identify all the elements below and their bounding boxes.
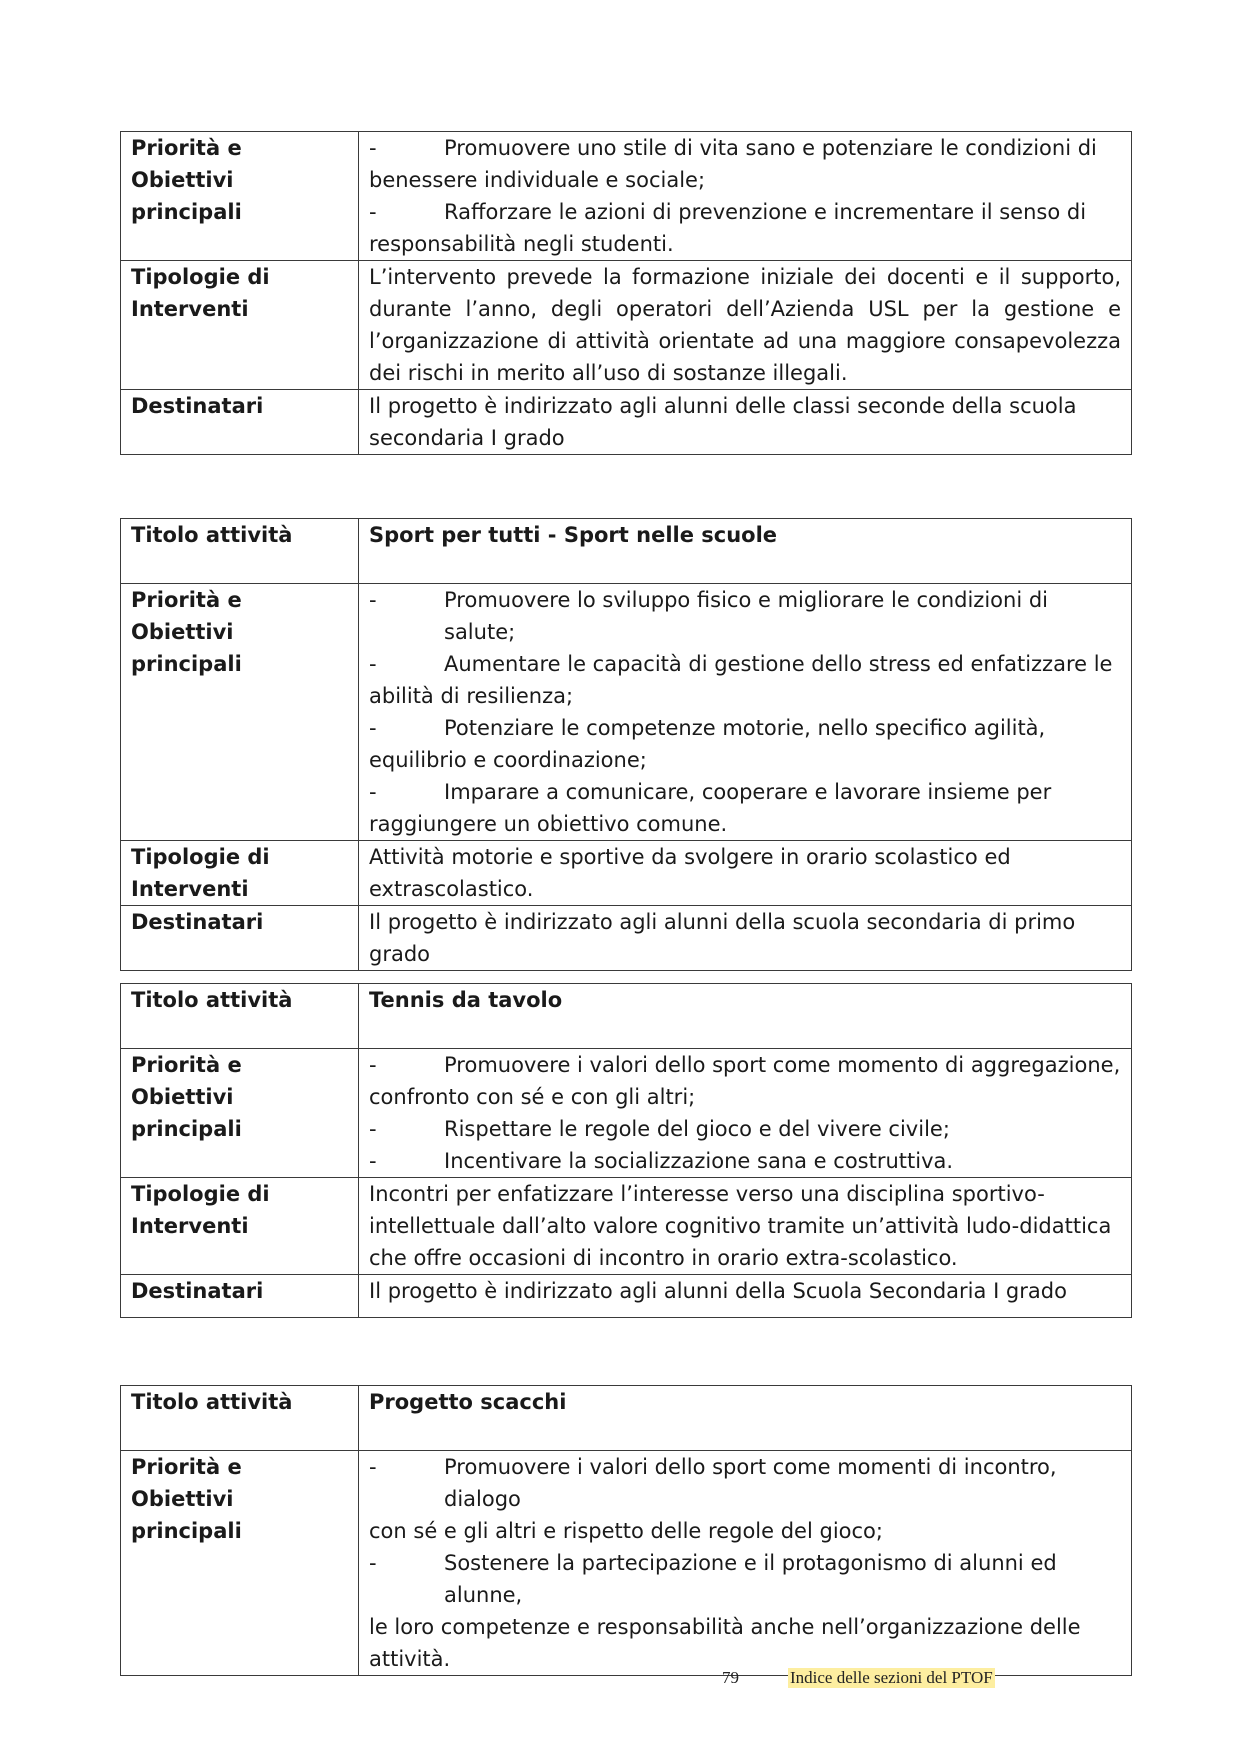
activity-title: Tennis da tavolo xyxy=(359,984,1132,1049)
list-item: - Rispettare le regole del gioco e del vivere civile; xyxy=(369,1117,950,1141)
label-destinatari: Destinatari xyxy=(121,1275,359,1318)
activity-table-2 xyxy=(120,518,1132,971)
list-item: - Sostenere la partecipazione e il protagonismo di alunni ed alunne, xyxy=(369,1551,1057,1607)
label-destinatari: Destinatari xyxy=(121,906,359,971)
label-tipologie: Tipologie di Interventi xyxy=(121,841,359,906)
value-destinatari: Il progetto è indirizzato agli alunni della Scuola Secondaria I grado xyxy=(359,1275,1132,1318)
row-titolo xyxy=(121,1386,1132,1451)
value-priorita xyxy=(359,1049,1132,1178)
label-priorita: Priorità e Obiettivi principali xyxy=(121,132,359,261)
value-tipologie: Incontri per enfatizzare l’interesse verso una disciplina sportivo-intellettuale dall’alto valore cognitivo tramite un’attività ludo-didattica che offre occasioni di incontro in orario extra-scolastico. xyxy=(359,1178,1132,1275)
list-item-continuation: raggiungere un obiettivo comune. xyxy=(369,812,728,836)
row-priorita xyxy=(121,584,1132,841)
list-item-continuation: con sé e gli altri e rispetto delle regole del gioco; xyxy=(369,1519,883,1543)
index-link[interactable]: Indice delle sezioni del PTOF xyxy=(790,1668,993,1687)
list-item: - Promuovere lo sviluppo fisico e migliorare le condizioni di salute; xyxy=(369,588,1048,644)
list-item: - Imparare a comunicare, cooperare e lavorare insieme per xyxy=(369,780,1052,804)
row-priorita xyxy=(121,1049,1132,1178)
activity-table-4 xyxy=(120,1385,1132,1676)
list-item-continuation: equilibrio e coordinazione; xyxy=(369,748,647,772)
list-item-continuation: abilità di resilienza; xyxy=(369,684,574,708)
label-tipologie: Tipologie di Interventi xyxy=(121,1178,359,1275)
row-destinatari xyxy=(121,906,1132,971)
value-tipologie: Attività motorie e sportive da svolgere in orario scolastico ed extrascolastico. xyxy=(359,841,1132,906)
list-item: - Promuovere i valori dello sport come momento di aggregazione, xyxy=(369,1053,1121,1077)
activity-title: Sport per tutti - Sport nelle scuole xyxy=(359,519,1132,584)
list-item: - Potenziare le competenze motorie, nello specifico agilità, xyxy=(369,716,1046,740)
label-titolo: Titolo attività xyxy=(121,519,359,584)
list-item: - Incentivare la socializzazione sana e costruttiva. xyxy=(369,1149,954,1173)
list-item: - Rafforzare le azioni di prevenzione e incrementare il senso di xyxy=(369,200,1087,224)
row-tipologie xyxy=(121,261,1132,390)
row-destinatari xyxy=(121,1275,1132,1318)
value-destinatari: Il progetto è indirizzato agli alunni della scuola secondaria di primo grado xyxy=(359,906,1132,971)
list-item-continuation: responsabilità negli studenti. xyxy=(369,232,674,256)
label-priorita: Priorità e Obiettivi principali xyxy=(121,584,359,841)
row-tipologie xyxy=(121,1178,1132,1275)
label-priorita: Priorità e Obiettivi principali xyxy=(121,1049,359,1178)
value-priorita xyxy=(359,1451,1132,1676)
label-titolo: Titolo attività xyxy=(121,1386,359,1451)
label-titolo: Titolo attività xyxy=(121,984,359,1049)
list-item-continuation: benessere individuale e sociale; xyxy=(369,168,706,192)
row-priorita xyxy=(121,1451,1132,1676)
page-number: 79 xyxy=(722,1668,739,1687)
value-priorita xyxy=(359,132,1132,261)
list-item: - Promuovere uno stile di vita sano e potenziare le condizioni di xyxy=(369,136,1097,160)
label-priorita: Priorità e Obiettivi principali xyxy=(121,1451,359,1676)
activity-table-1 xyxy=(120,131,1132,455)
activity-table-3 xyxy=(120,983,1132,1318)
activity-title: Progetto scacchi xyxy=(359,1386,1132,1451)
list-item-continuation: attività. xyxy=(369,1647,451,1671)
value-priorita xyxy=(359,584,1132,841)
row-titolo xyxy=(121,519,1132,584)
list-item-continuation: le loro competenze e responsabilità anche nell’organizzazione delle xyxy=(369,1615,1081,1639)
row-titolo xyxy=(121,984,1132,1049)
list-item-continuation: confronto con sé e con gli altri; xyxy=(369,1085,696,1109)
row-priorita xyxy=(121,132,1132,261)
label-tipologie: Tipologie di Interventi xyxy=(121,261,359,390)
row-destinatari xyxy=(121,390,1132,455)
list-item: - Aumentare le capacità di gestione dello stress ed enfatizzare le xyxy=(369,652,1113,676)
value-destinatari: Il progetto è indirizzato agli alunni delle classi seconde della scuola secondaria I grado xyxy=(359,390,1132,455)
value-tipologie: L’intervento prevede la formazione iniziale dei docenti e il supporto, durante l’anno, degli operatori dell’Azienda USL per la gestione e l’organizzazione di attività orientate ad una maggiore consapevolezza dei rischi in merito all’uso di sostanze illegali. xyxy=(359,261,1132,390)
row-tipologie xyxy=(121,841,1132,906)
label-destinatari: Destinatari xyxy=(121,390,359,455)
list-item: - Promuovere i valori dello sport come momenti di incontro, dialogo xyxy=(369,1455,1057,1511)
